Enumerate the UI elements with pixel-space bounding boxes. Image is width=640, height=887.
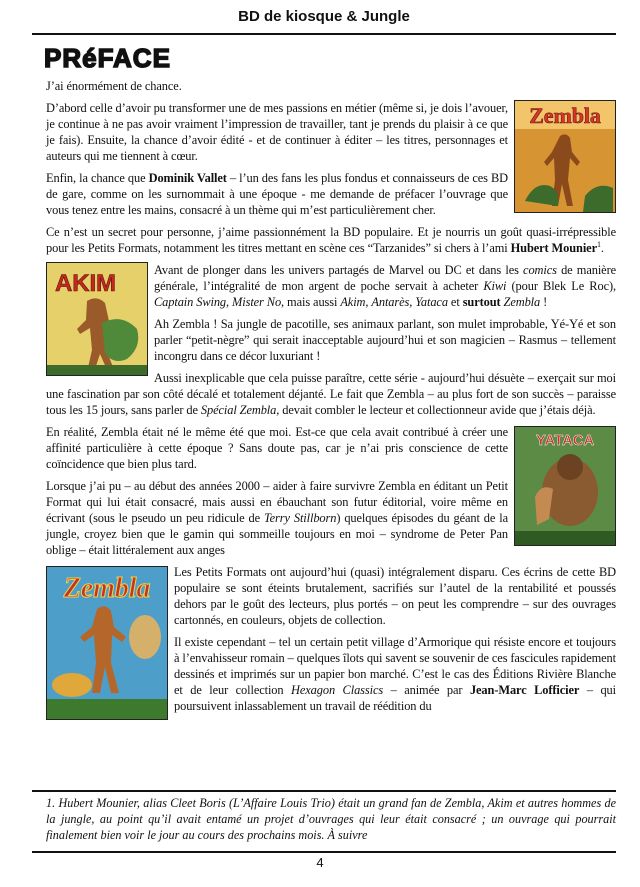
cover-yataca xyxy=(514,426,616,546)
cover-title: Zembla xyxy=(529,103,601,128)
cover-zembla-2 xyxy=(46,566,168,720)
cover-zembla-1 xyxy=(514,100,616,213)
paragraph: Les Petits Formats ont aujourd’hui (quasi) intégralement disparu. Ces écrins de cette BD populaire se sont éteints brutalement, sacrifiés sur l’autel de la rentabilité et poussés dehors par le goût des lecteurs, plus portés – on peut les comprendre – sur des ouvrages cartonnés, en couleurs, objets de collection. xyxy=(174,565,616,627)
cover-akim xyxy=(46,262,148,376)
article-body xyxy=(46,78,616,724)
footer-rule xyxy=(32,851,616,853)
paragraph: Ah Zembla ! Sa jungle de pacotille, ses animaux parlant, son mulet improbable, Yé-Yé et son parler “petit-nègre” qui serait inacceptable aujourd’hui et son magicien – Rasmus – tellement incongru dans ce décor luxuriant ! xyxy=(154,317,616,363)
paragraph: Aussi inexplicable que cela puisse paraître, cette série - aujourd’hui désuète – exerçait sur moi une fascination par son côté décalé et totalement déjanté. Le fait que Zembla – au plus fort de son succès – paraisse tous les 15 jours, sans parler de Spécial Zembla, devait combler le lecteur et collectionneur avide que j’étais déjà. xyxy=(46,371,616,417)
paragraph: Avant de plonger dans les univers partagés de Marvel ou DC et dans les comics de manière générale, l’intégralité de mon argent de poche servait à acheter Kiwi (pour Blek Le Roc), Captain Swing, Mister No, mais aussi Akim, Antarès, Yataca et surtout Zembla ! xyxy=(154,263,616,309)
cover-title: AKIM xyxy=(55,270,116,297)
paragraph: D’abord celle d’avoir pu transformer une de mes passions en métier (même si, je dois l’avouer, je continue à ne pas avoir vraiment l’impression de travailler, tant je prends du plaisir à ce que je fais). Ensuite, la chance d’avoir édité - et de continuer à éditer – les titres, personnages et auteurs qui me tiennent à cœur. xyxy=(46,101,508,163)
page-header xyxy=(32,4,616,34)
person-name: Jean-Marc Lofficier xyxy=(469,683,580,697)
footnote-rule xyxy=(32,790,616,792)
paragraph: Il existe cependant – tel un certain petit village d’Armorique qui résiste encore et toujours à l’envahisseur romain – quelques îlots qui savent se souvenir de ces fascicules rapidement dessinés et imprimés sur un papier bon marché. C’est le cas des Éditions Rivière Blanche et de leur collection Hexagon Classics – animée par Jean-Marc Lofficier – qui poursuivent inlassablement un travail de réédition du xyxy=(174,635,616,713)
cover-title: YATACA xyxy=(535,432,595,449)
paragraph: J’ai énormément de chance. xyxy=(46,79,182,93)
paragraph: Enfin, la chance que Dominik Vallet – l’un des fans les plus fondus et connaisseurs de ces BD de gare, comme on les surnommait à une époque - me demande de préfacer l’ouvrage que vous tenez entre les mains, consacré à un thème qui m’est particulièrement cher. xyxy=(46,171,508,217)
header-title: BD de kiosque & Jungle xyxy=(238,8,410,25)
header-rule xyxy=(32,33,616,35)
person-name: Hubert Mounier xyxy=(510,241,597,255)
section-title-preface xyxy=(42,44,192,72)
paragraph: Lorsque j’ai pu – au début des années 2000 – aider à faire survivre Zembla en éditant un Petit Format qui lui était consacré, mais aussi en ébauchant son futur éditorial, voire même en écrivant (sous le pseudo un peu ridicule de Terry Stillborn) quelques épisodes du géant de la jungle, croyez bien que le gamin qui sommeille toujours en moi – syndrome de Peter Pan oblige – était littéralement aux anges xyxy=(46,479,509,557)
section-title-text: PRéFACE xyxy=(44,44,171,72)
cover-title: Zembla xyxy=(63,573,151,604)
footnote-ref: 1 xyxy=(596,239,601,249)
person-name: Dominik Vallet xyxy=(148,171,227,185)
paragraph: En réalité, Zembla était né le même été que moi. Est-ce que cela avait contribué à créer une affinité particulière à cette époque ? Sans doute pas, car je n’ai pris conscience de cette coïncidence que bien plus tard. xyxy=(46,425,508,471)
paragraph: Ce n’est un secret pour personne, j’aime passionnément la BD populaire. Et je nourris un goût quasi-irrépressible pour les Petits Formats, notamment les titres mettant en scène ces “Tarzanides” si chers à l’ami Hubert Mounier$^1$. xyxy=(46,225,616,255)
footnote: 1. Hubert Mounier, alias Cleet Boris (L’Affaire Louis Trio) était un grand fan de Zembla, Akim et autres hommes de la jungle, au point qu’il avait entamé un projet d’ouvrages qui leur était consacré ; un ouvrage qui pourrait finalement bien voir le jour au cours des prochains mois. À suivre xyxy=(46,796,616,842)
page-number: 4 xyxy=(316,855,324,870)
